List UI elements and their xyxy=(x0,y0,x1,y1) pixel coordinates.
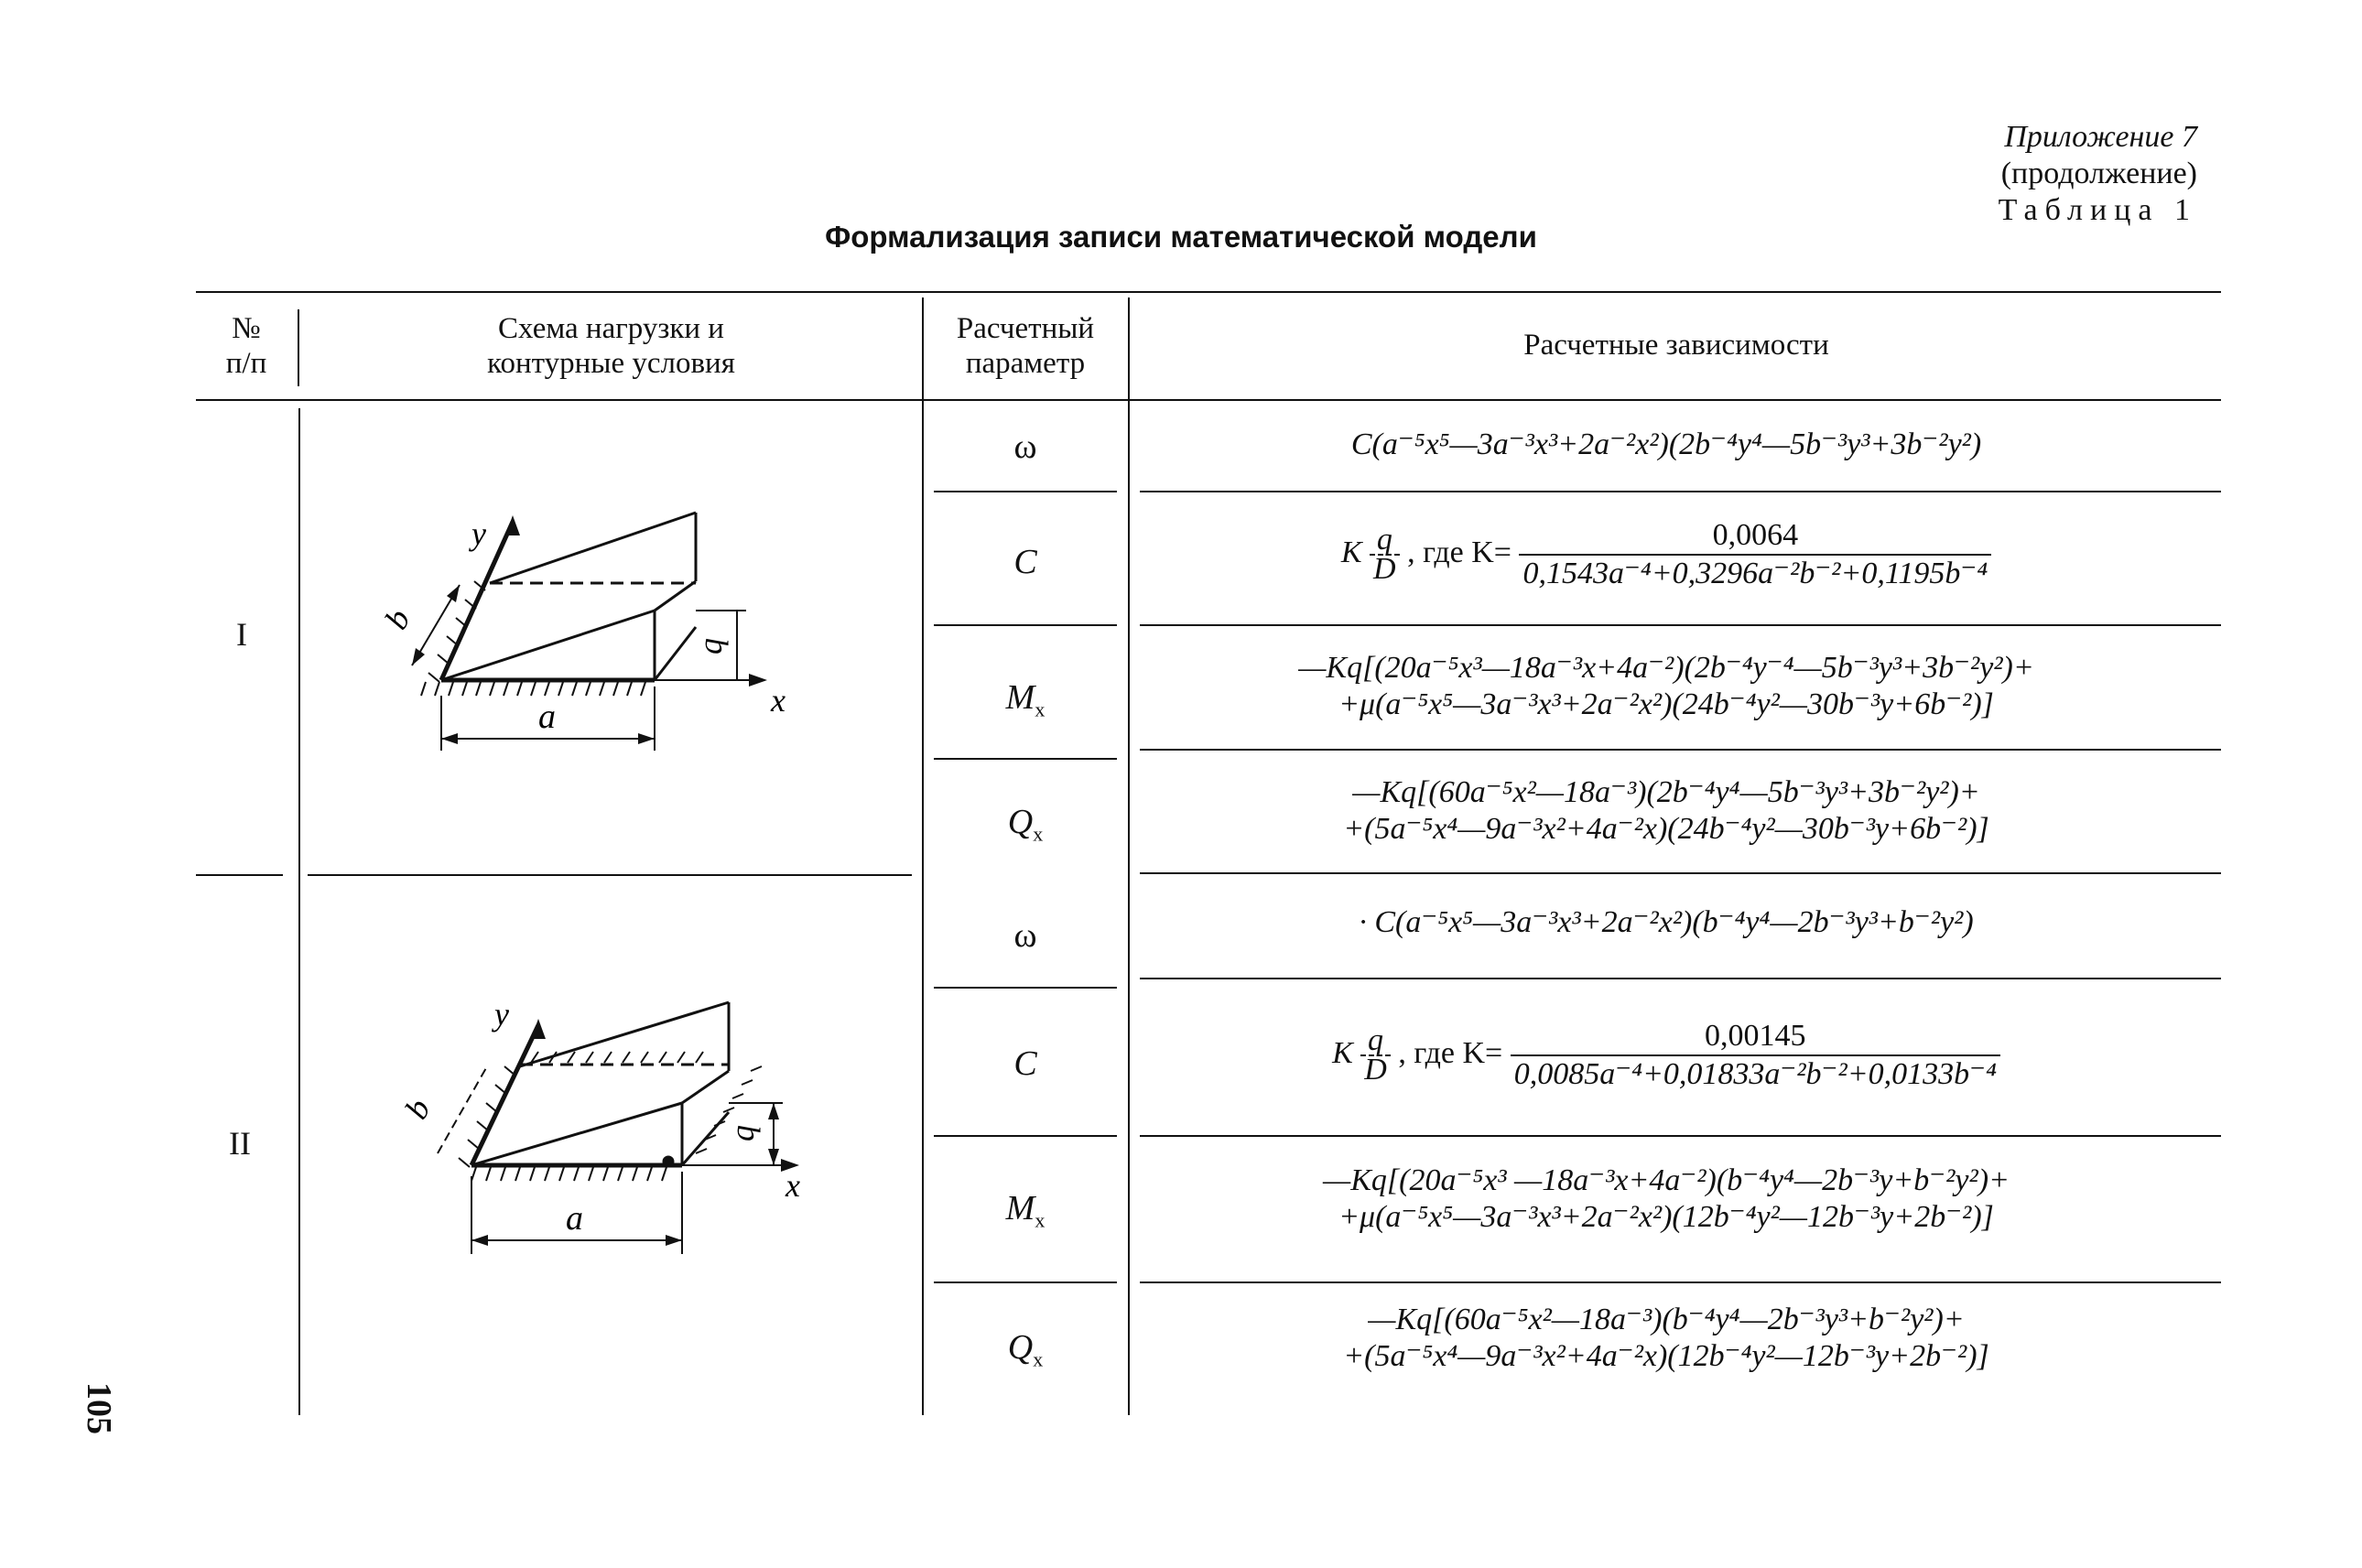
hatching-bottom xyxy=(421,682,645,696)
formula-qx xyxy=(1144,774,2188,848)
q-over-d xyxy=(1360,1023,1391,1087)
y-axis xyxy=(471,1025,538,1165)
param-c: C xyxy=(1013,543,1037,581)
col-header-deps: Расчетные зависимости xyxy=(1523,329,1829,362)
formula-mx-line1: —Kq[(20a⁻⁵x³—18a⁻³x+4a⁻²)(2b⁻⁴y⁻⁴—5b⁻³y³+3b⁻²y²)+ xyxy=(1298,651,2034,685)
dim-b-line xyxy=(438,1066,487,1153)
table-header-rule xyxy=(196,399,2221,401)
dim-a-arrow-right xyxy=(638,733,655,744)
formula-c-prefix: K xyxy=(1332,1035,1353,1070)
formula-rule xyxy=(1140,491,2221,492)
col-header-param-line1: Расчетный xyxy=(956,312,1095,345)
dim-q-arrow-bottom xyxy=(768,1149,779,1165)
diagram-label-y: y xyxy=(471,515,486,552)
param-mx-subscript: x xyxy=(1035,697,1046,721)
param-mx-symbol: M xyxy=(1005,678,1035,717)
param-qx-symbol: Q xyxy=(1007,803,1034,841)
param-rule xyxy=(934,624,1117,626)
dim-a-arrow-left xyxy=(471,1235,488,1246)
plate-side xyxy=(655,627,696,680)
formula-qx-line1: —Kq[(60a⁻⁵x²—18a⁻³)(2b⁻⁴y⁴—5b⁻³y³+3b⁻²y²)+ xyxy=(1352,775,1980,809)
param-qx-symbol: Q xyxy=(1007,1328,1034,1367)
formula-c xyxy=(1144,517,2188,592)
row-label-1: I xyxy=(236,616,247,653)
diagram-label-b: b xyxy=(397,1092,438,1125)
q-over-d-num: q xyxy=(1360,1027,1391,1056)
row-divider-num xyxy=(196,874,283,876)
col-header-scheme-line1: Схема нагрузки и xyxy=(498,312,724,345)
plate-right-top xyxy=(655,581,696,611)
x-axis-arrowhead xyxy=(749,674,767,687)
hatching-left xyxy=(459,1066,515,1167)
hatching-top xyxy=(531,1052,703,1063)
param-omega: ω xyxy=(1013,427,1037,466)
col-header-scheme-line2: контурные условия xyxy=(487,347,735,380)
formula-omega: · C(a⁻⁵x⁵—3a⁻³x³+2a⁻²x²)(b⁻⁴y⁴—2b⁻³y³+b⁻²y²) xyxy=(1359,905,1974,939)
param-c: C xyxy=(1013,1044,1037,1083)
page-title: Формализация записи математической модели xyxy=(825,220,1537,254)
appendix-header xyxy=(1999,119,2197,229)
formula-rule xyxy=(1140,978,2221,979)
col-divider-1 xyxy=(298,408,300,1415)
k-fraction-den: 0,1543a⁻⁴+0,3296a⁻²b⁻²+0,1195b⁻⁴ xyxy=(1522,557,1988,590)
q-over-d-den: D xyxy=(1373,552,1396,586)
load-scheme-diagram-2 xyxy=(397,993,824,1268)
diagram-label-q: q xyxy=(692,638,729,654)
param-qx-subscript: x xyxy=(1033,1347,1044,1371)
formula-mx xyxy=(1144,1162,2188,1236)
dim-q-arrow-top xyxy=(768,1103,779,1119)
param-rule xyxy=(934,491,1117,492)
formula-c-where: , где K= xyxy=(1407,535,1511,569)
col-header-param xyxy=(925,311,1126,381)
col-header-num xyxy=(196,311,297,381)
table-label: Таблица 1 xyxy=(1998,193,2197,227)
formula-c xyxy=(1144,1018,2188,1093)
dim-b-arrow-low xyxy=(412,648,425,665)
q-over-d-num: q xyxy=(1370,526,1400,556)
param-mx xyxy=(925,1188,1126,1233)
formula-qx-line2: +(5a⁻⁵x⁴—9a⁻³x²+4a⁻²x)(24b⁻⁴y²—30b⁻³y+6b⁻²)] xyxy=(1343,812,1989,846)
param-rule xyxy=(934,987,1117,989)
formula-mx-line1: —Kq[(20a⁻⁵x³ —18a⁻³x+4a⁻²)(b⁻⁴y⁴—2b⁻³y+b⁻²y²)+ xyxy=(1323,1163,2010,1197)
k-fraction-num: 0,0064 xyxy=(1519,517,1991,556)
param-rule xyxy=(934,1281,1117,1283)
hinge-point xyxy=(664,1157,673,1166)
formula-mx-line2: +μ(a⁻⁵x⁵—3a⁻³x³+2a⁻²x²)(12b⁻⁴y²—12b⁻³y+2b⁻²)] xyxy=(1338,1200,1994,1234)
plate-top-edge xyxy=(520,1002,729,1066)
row-divider-scheme xyxy=(308,874,912,876)
param-mx-subscript: x xyxy=(1035,1208,1046,1232)
formula-rule xyxy=(1140,624,2221,626)
param-qx xyxy=(925,802,1126,847)
param-mx xyxy=(925,677,1126,722)
dim-b-arrow-high xyxy=(447,585,460,602)
header-col-divider-1 xyxy=(298,309,299,386)
param-mx-symbol: M xyxy=(1005,1189,1035,1227)
k-fraction-num: 0,00145 xyxy=(1511,1018,2000,1056)
plate-right-top xyxy=(682,1071,729,1103)
param-qx xyxy=(925,1327,1126,1372)
diagram-label-x: x xyxy=(771,682,786,719)
col-header-num-line1: № xyxy=(232,312,261,345)
diagram-label-q: q xyxy=(724,1125,761,1141)
diagram-label-y: y xyxy=(494,996,509,1033)
col-header-num-line2: п/п xyxy=(225,347,267,380)
param-rule xyxy=(934,758,1117,760)
param-omega: ω xyxy=(1013,916,1037,955)
load-scheme-diagram-1 xyxy=(377,499,806,764)
diagram-label-x: x xyxy=(786,1167,800,1204)
q-over-d xyxy=(1370,523,1400,586)
formula-mx xyxy=(1144,650,2188,723)
hatching-bottom xyxy=(471,1167,666,1181)
dim-a-arrow-right xyxy=(666,1235,682,1246)
page-number: 105 xyxy=(80,1382,118,1434)
col-header-param-line2: параметр xyxy=(965,347,1086,380)
formula-rule xyxy=(1140,1281,2221,1283)
row-label-2: II xyxy=(229,1125,251,1162)
formula-c-prefix: K xyxy=(1340,535,1362,569)
col-header-scheme xyxy=(302,311,920,381)
formula-qx-line1: —Kq[(60a⁻⁵x²—18a⁻³)(b⁻⁴y⁴—2b⁻³y³+b⁻²y²)+ xyxy=(1368,1303,1965,1336)
diagram-label-a: a xyxy=(538,697,556,736)
col-divider-2 xyxy=(922,297,924,1415)
param-qx-subscript: x xyxy=(1033,822,1044,846)
formula-mx-line2: +μ(a⁻⁵x⁵—3a⁻³x³+2a⁻²x²)(24b⁻⁴y²—30b⁻³y+6b⁻²)] xyxy=(1338,687,1994,721)
table-top-rule xyxy=(196,291,2221,293)
param-rule xyxy=(934,1135,1117,1137)
formula-rule xyxy=(1140,872,2221,874)
formula-c-where: , где K= xyxy=(1398,1035,1503,1070)
formula-rule xyxy=(1140,749,2221,751)
plate-top-edge xyxy=(490,513,696,583)
k-fraction xyxy=(1511,1018,2000,1093)
dim-a-arrow-left xyxy=(441,733,458,744)
formula-rule xyxy=(1140,1135,2221,1137)
diagram-label-b: b xyxy=(377,602,417,635)
y-axis-arrowhead xyxy=(505,515,520,535)
diagram-label-a: a xyxy=(566,1199,583,1238)
formula-qx xyxy=(1144,1302,2188,1375)
y-axis-arrowhead xyxy=(531,1019,546,1039)
k-fraction-den: 0,0085a⁻⁴+0,01833a⁻²b⁻²+0,0133b⁻⁴ xyxy=(1513,1057,1997,1091)
k-fraction xyxy=(1519,517,1991,592)
plate-diagonal xyxy=(471,1103,682,1165)
q-over-d-den: D xyxy=(1364,1053,1387,1087)
col-divider-3 xyxy=(1128,297,1130,1415)
formula-qx-line2: +(5a⁻⁵x⁴—9a⁻³x²+4a⁻²x)(12b⁻⁴y²—12b⁻³y+2b⁻²)] xyxy=(1343,1339,1989,1373)
continuation-label: (продолжение) xyxy=(2000,157,2197,190)
appendix-label: Приложение 7 xyxy=(2004,120,2197,154)
plate-diagonal xyxy=(441,611,655,680)
formula-omega: C(a⁻⁵x⁵—3a⁻³x³+2a⁻²x²)(2b⁻⁴y⁴—5b⁻³y³+3b⁻²y²) xyxy=(1350,427,1982,461)
